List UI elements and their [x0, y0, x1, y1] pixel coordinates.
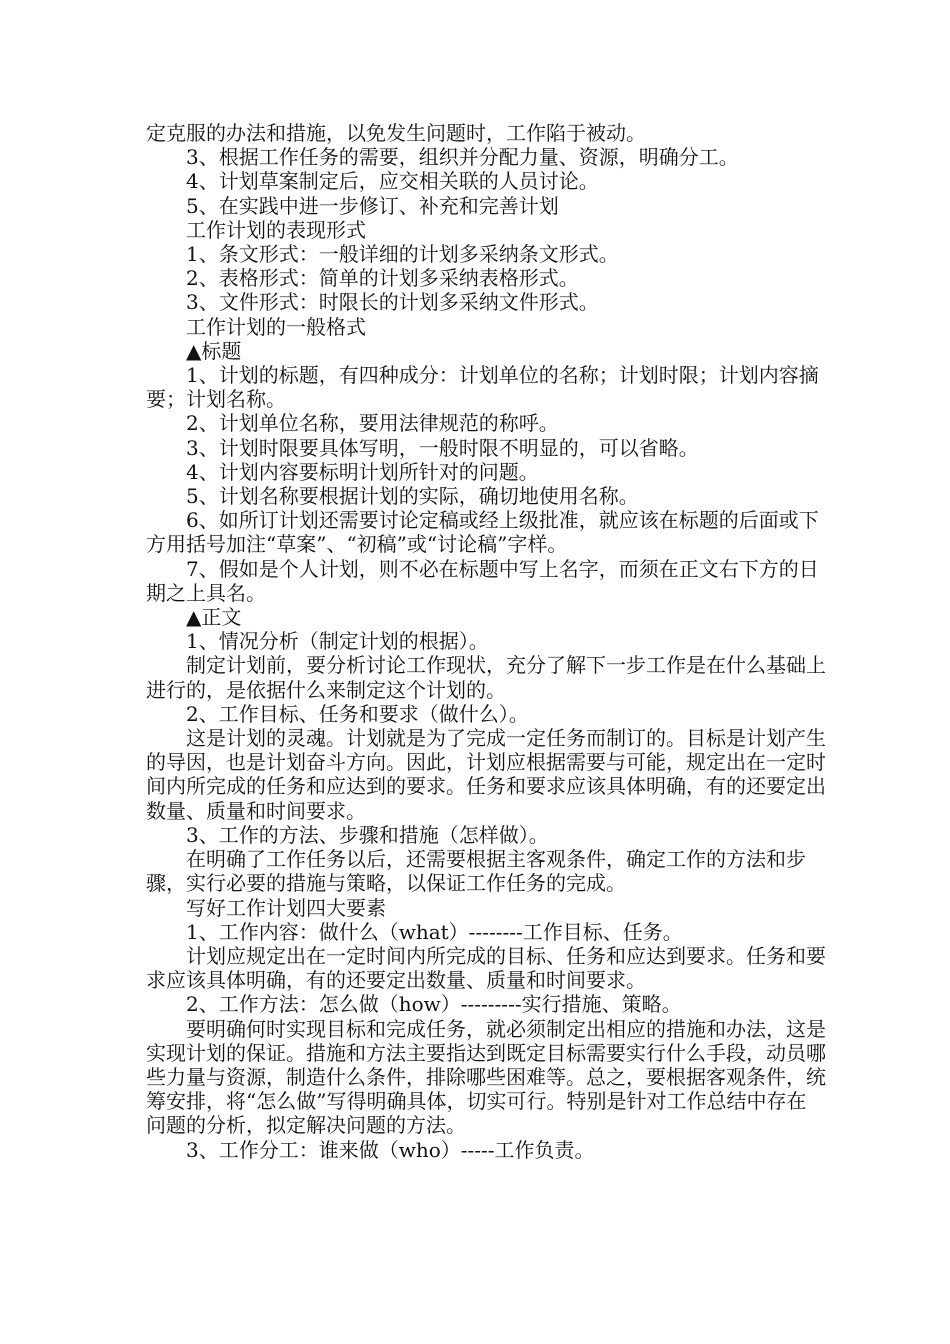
- paragraph: 1、情况分析（制定计划的根据）。: [186, 629, 489, 654]
- paragraph: 5、在实践中进一步修订、补充和完善计划: [186, 193, 559, 218]
- paragraph: 制定计划前，要分析讨论工作现状，充分了解下一步工作是在什么基础上进行的，是依据什么来制定这个计划的。: [146, 653, 826, 702]
- paragraph: 3、工作分工：谁来做（who）-----工作负责。: [186, 1137, 595, 1162]
- paragraph: 这是计划的灵魂。计划就是为了完成一定任务而制订的。目标是计划产生的导因，也是计划奋斗方向。因此，计划应根据需要与可能，规定出在一定时间内所完成的任务和应达到的要求。任务和要求应该具体明确，有的还要定出数量、质量和时间要求。: [146, 726, 826, 823]
- paragraph: ▲正文: [186, 605, 242, 630]
- paragraph: 6、如所订计划还需要讨论定稿或经上级批准，就应该在标题的后面或下方用括号加注“草案”、“初稿”或“讨论稿”字样。: [146, 508, 819, 557]
- paragraph: 3、根据工作任务的需要，组织并分配力量、资源，明确分工。: [186, 145, 739, 170]
- paragraph: ▲标题: [186, 338, 242, 363]
- paragraph: 定克服的办法和措施，以免发生问题时，工作陷于被动。: [146, 121, 646, 145]
- paragraph: 2、工作方法：怎么做（how）---------实行措施、策略。: [186, 992, 682, 1017]
- paragraph: 写好工作计划四大要素: [186, 895, 386, 920]
- paragraph: 5、计划名称要根据计划的实际，确切地使用名称。: [186, 484, 639, 509]
- paragraph: 工作计划的表现形式: [186, 217, 366, 242]
- paragraph: 在明确了工作任务以后，还需要根据主客观条件，确定工作的方法和步骤，实行必要的措施与策略，以保证工作任务的完成。: [146, 847, 806, 896]
- paragraph: 2、工作目标、任务和要求（做什么）。: [186, 701, 529, 726]
- paragraph: 要明确何时实现目标和完成任务，就必须制定出相应的措施和办法，这是实现计划的保证。措施和方法主要指达到既定目标需要实行什么手段，动员哪些力量与资源，制造什么条件，排除哪些困难等。总之，要根据客观条件，统筹安排，将“怎么做”写得明确具体，切实可行。特别是针对工作总结中存在问题的分析，拟定解决问题的方法。: [146, 1016, 826, 1138]
- document-body: [146, 121, 826, 1162]
- paragraph: 4、计划草案制定后，应交相关联的人员讨论。: [186, 169, 599, 194]
- paragraph: 4、计划内容要标明计划所针对的问题。: [186, 459, 539, 484]
- paragraph: 3、工作的方法、步骤和措施（怎样做）。: [186, 822, 549, 847]
- paragraph: 1、计划的标题，有四种成分：计划单位的名称；计划时限；计划内容摘要；计划名称。: [146, 363, 819, 412]
- paragraph: 工作计划的一般格式: [186, 314, 366, 339]
- paragraph: 3、计划时限要具体写明，一般时限不明显的，可以省略。: [186, 435, 699, 460]
- paragraph: 计划应规定出在一定时间内所完成的目标、任务和应达到要求。任务和要求应该具体明确，有的还要定出数量、质量和时间要求。: [146, 943, 826, 993]
- paragraph: 1、工作内容：做什么（what）--------工作目标、任务。: [186, 919, 683, 944]
- paragraph: 1、条文形式：一般详细的计划多采纳条文形式。: [186, 242, 619, 267]
- paragraph: 2、计划单位名称，要用法律规范的称呼。: [186, 411, 559, 436]
- paragraph: 3、文件形式：时限长的计划多采纳文件形式。: [186, 290, 599, 315]
- paragraph: 2、表格形式：简单的计划多采纳表格形式。: [186, 266, 579, 291]
- paragraph: 7、假如是个人计划，则不必在标题中写上名字，而须在正文右下方的日期之上具名。: [146, 556, 819, 605]
